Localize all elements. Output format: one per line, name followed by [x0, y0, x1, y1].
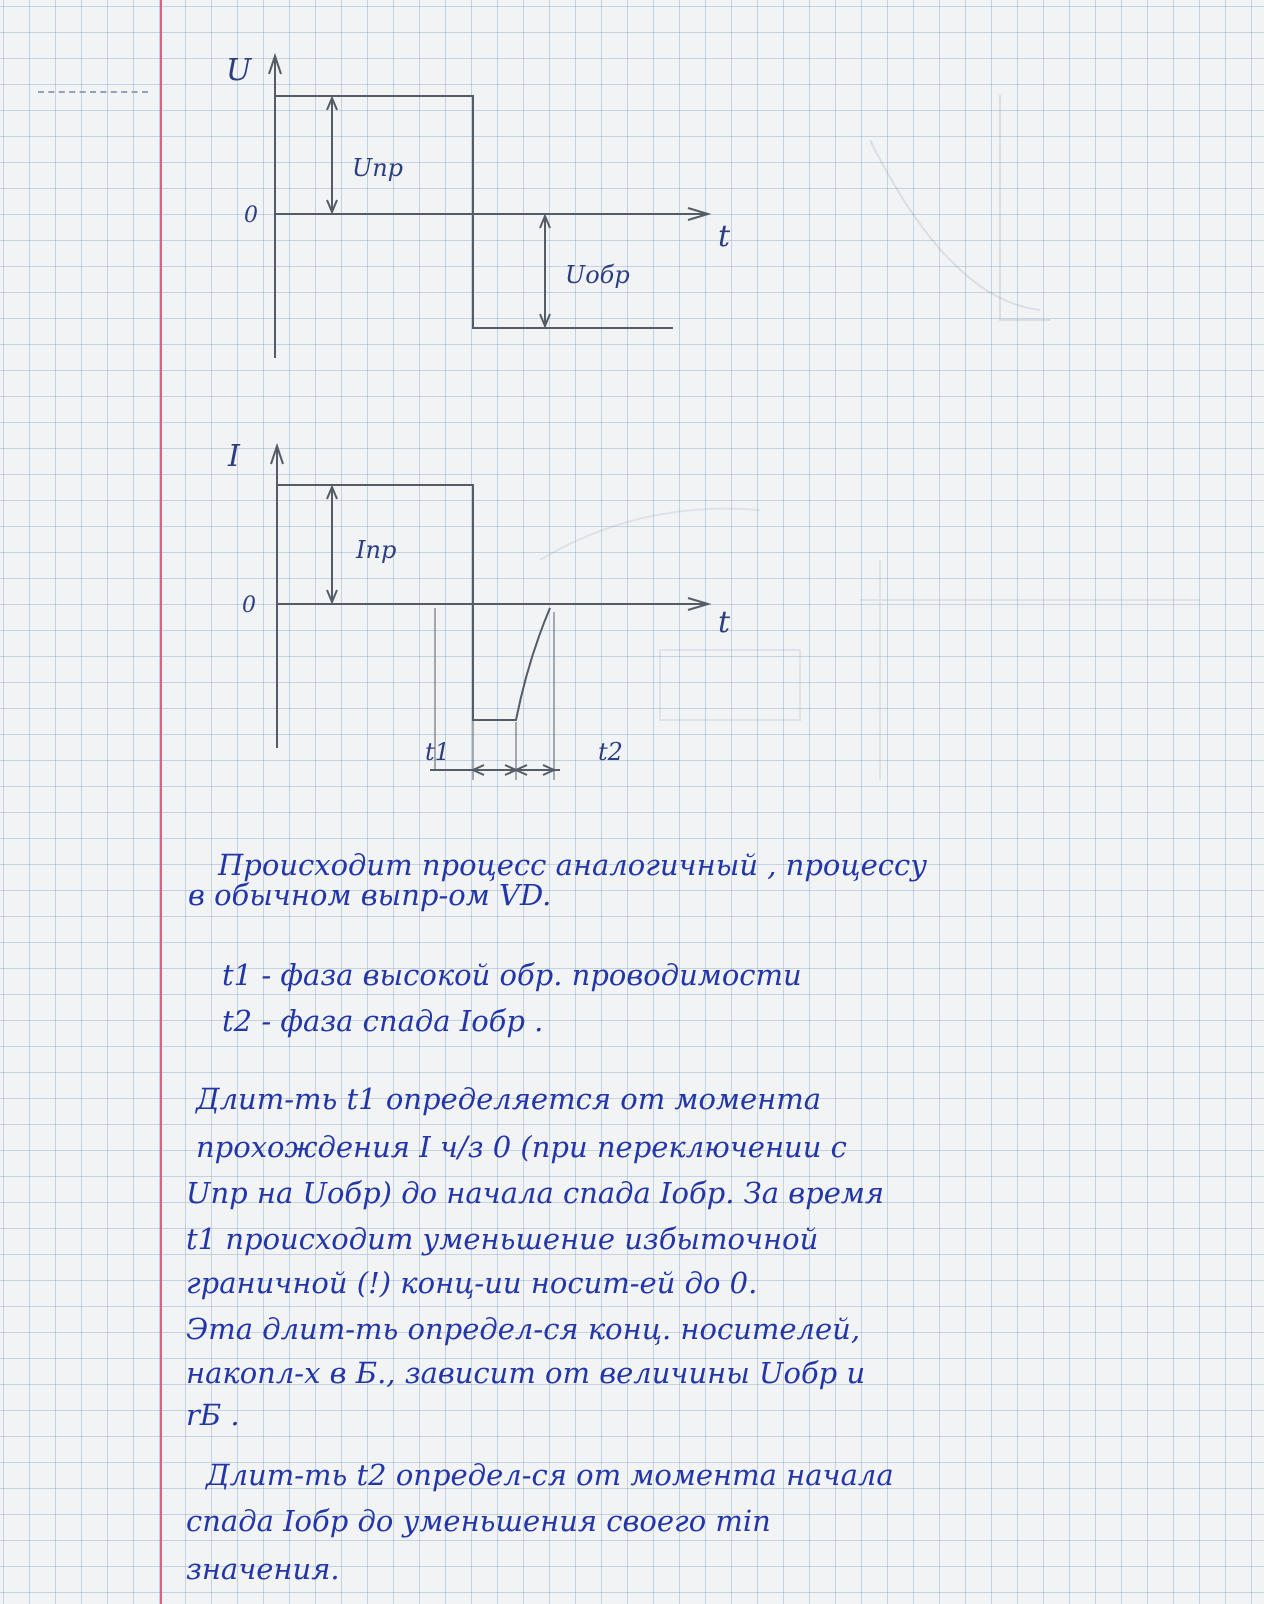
- i-axis-label: I: [228, 439, 240, 474]
- note-line-7: Uпр на Uобр) до начала спада Iобр. За время: [186, 1176, 885, 1210]
- note-line-11: накопл-х в Б., зависит от величины Uобр и: [186, 1356, 866, 1390]
- note-line-9: граничной (!) конц-ии носит-ей до 0.: [186, 1266, 758, 1300]
- note-line-6: прохождения I ч/з 0 (при переключении с: [196, 1130, 847, 1164]
- note-line-1: Происходит процесс аналогичный , процессу: [218, 848, 928, 882]
- note-line-12: rБ .: [186, 1398, 240, 1432]
- current-waveform: [277, 485, 550, 720]
- i-time-label: t: [718, 605, 731, 640]
- u-time-label: t: [718, 219, 731, 254]
- note-line-8: t1 происходит уменьшение избыточной: [186, 1222, 819, 1256]
- note-line-5: Длит-ть t1 определяется от момента: [196, 1082, 822, 1116]
- t1-label: t1: [425, 738, 450, 766]
- note-line-14: спада Iобр до уменьшения своего min: [186, 1504, 771, 1538]
- ureverse-label: Uобр: [565, 261, 630, 289]
- iforward-label: Iпр: [356, 536, 397, 564]
- t2-label: t2: [598, 738, 623, 766]
- note-line-10: Эта длит-ть определ-ся конц. носителей,: [186, 1312, 861, 1346]
- i-origin-label: 0: [242, 593, 256, 618]
- uforward-label: Uпр: [352, 154, 404, 182]
- note-line-15: значения.: [186, 1552, 340, 1586]
- note-line-3: t1 - фаза высокой обр. проводимости: [222, 958, 802, 992]
- u-origin-label: 0: [244, 203, 258, 228]
- note-line-4: t2 - фаза спада Iобр .: [222, 1004, 544, 1038]
- note-line-2: в обычном выпр-ом VD.: [188, 878, 552, 912]
- note-line-13: Длит-ть t2 определ-ся от момента начала: [206, 1458, 894, 1492]
- u-axis-label: U: [226, 53, 252, 88]
